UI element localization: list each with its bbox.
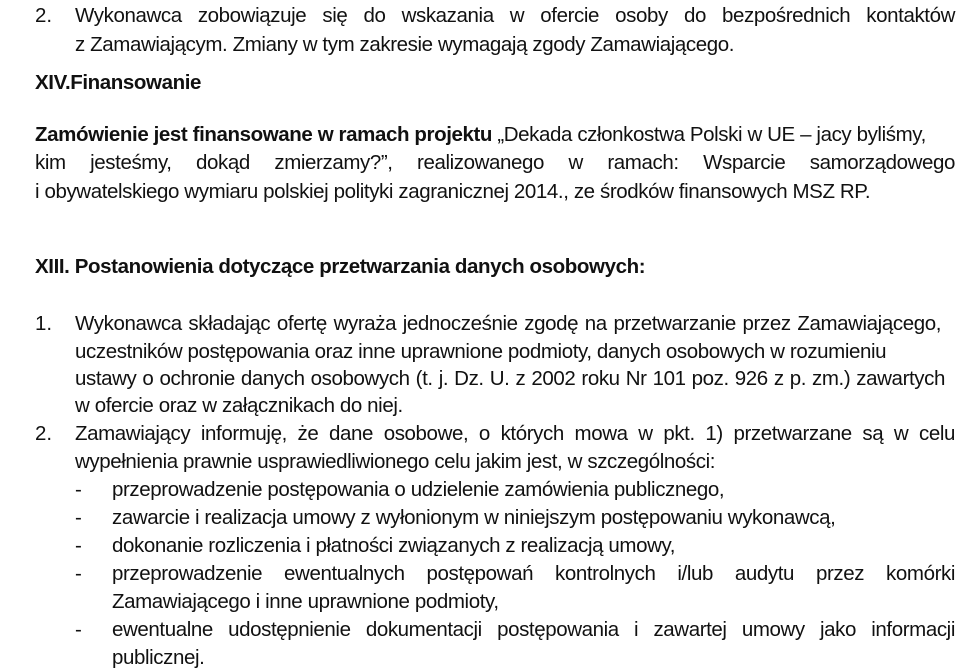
bullet-dash: - <box>75 506 82 529</box>
bullet-dash: - <box>75 534 82 557</box>
text-span: „Dekada członkostwa Polski w UE – jacy byliśmy, <box>492 123 926 146</box>
list-number: 2. <box>35 4 53 27</box>
paragraph-line: uczestników postępowania oraz inne uprawnione podmioty, danych osobowych w rozumieniu <box>75 340 887 363</box>
bullet-dash: - <box>75 618 82 641</box>
bullet-text: przeprowadzenie ewentualnych postępowań kontrolnych i/lub audytu przez komórki <box>112 562 955 585</box>
bullet-dash: - <box>75 478 82 501</box>
bullet-dash: - <box>75 562 82 585</box>
paragraph-line <box>35 123 926 147</box>
bullet-text: przeprowadzenie postępowania o udzielenie zamówienia publicznego, <box>112 478 725 501</box>
bullet-text: zawarcie i realizacja umowy z wyłonionym w niniejszym postępowaniu wykonawcą, <box>112 506 836 529</box>
paragraph-line: ustawy o ochronie danych osobowych (t. j. Dz. U. z 2002 roku Nr 101 poz. 926 z p. zm.) zawartych <box>75 367 945 390</box>
paragraph-line: z Zamawiającym. Zmiany w tym zakresie wymagają zgody Zamawiającego. <box>75 33 735 56</box>
bullet-text-continuation: Zamawiającego i inne uprawnione podmioty, <box>112 590 499 613</box>
paragraph-line: kim jesteśmy, dokąd zmierzamy?”, realizowanego w ramach: Wsparcie samorządowego <box>35 151 955 174</box>
bullet-text: ewentualne udostępnienie dokumentacji postępowania i zawartej umowy jako informacji <box>112 618 955 641</box>
bullet-text-continuation: publicznej. <box>112 646 205 669</box>
list-number: 2. <box>35 422 53 445</box>
paragraph-line: Zamawiający informuję, że dane osobowe, o których mowa w pkt. 1) przetwarzane są w celu <box>75 422 955 445</box>
paragraph-line: Wykonawca zobowiązuje się do wskazania w ofercie osoby do bezpośrednich kontaktów <box>75 4 955 27</box>
section-heading: XIII. Postanowienia dotyczące przetwarzania danych osobowych: <box>35 255 646 278</box>
bullet-text: dokonanie rozliczenia i płatności związanych z realizacją umowy, <box>112 534 676 557</box>
bold-text: Zamówienie jest finansowane w ramach projektu <box>35 123 493 146</box>
paragraph-line: w ofercie oraz w załącznikach do niej. <box>75 394 403 417</box>
paragraph-line: i obywatelskiego wymiaru polskiej polityki zagranicznej 2014., ze środków finansowych MSZ RP. <box>35 180 871 203</box>
list-number: 1. <box>35 312 53 335</box>
section-heading: XIV.Finansowanie <box>35 71 202 94</box>
paragraph-line: Wykonawca składając ofertę wyraża jednocześnie zgodę na przetwarzanie przez Zamawiającego, <box>75 312 941 335</box>
paragraph-line: wypełnienia prawnie usprawiedliwionego celu jakim jest, w szczególności: <box>75 450 716 473</box>
